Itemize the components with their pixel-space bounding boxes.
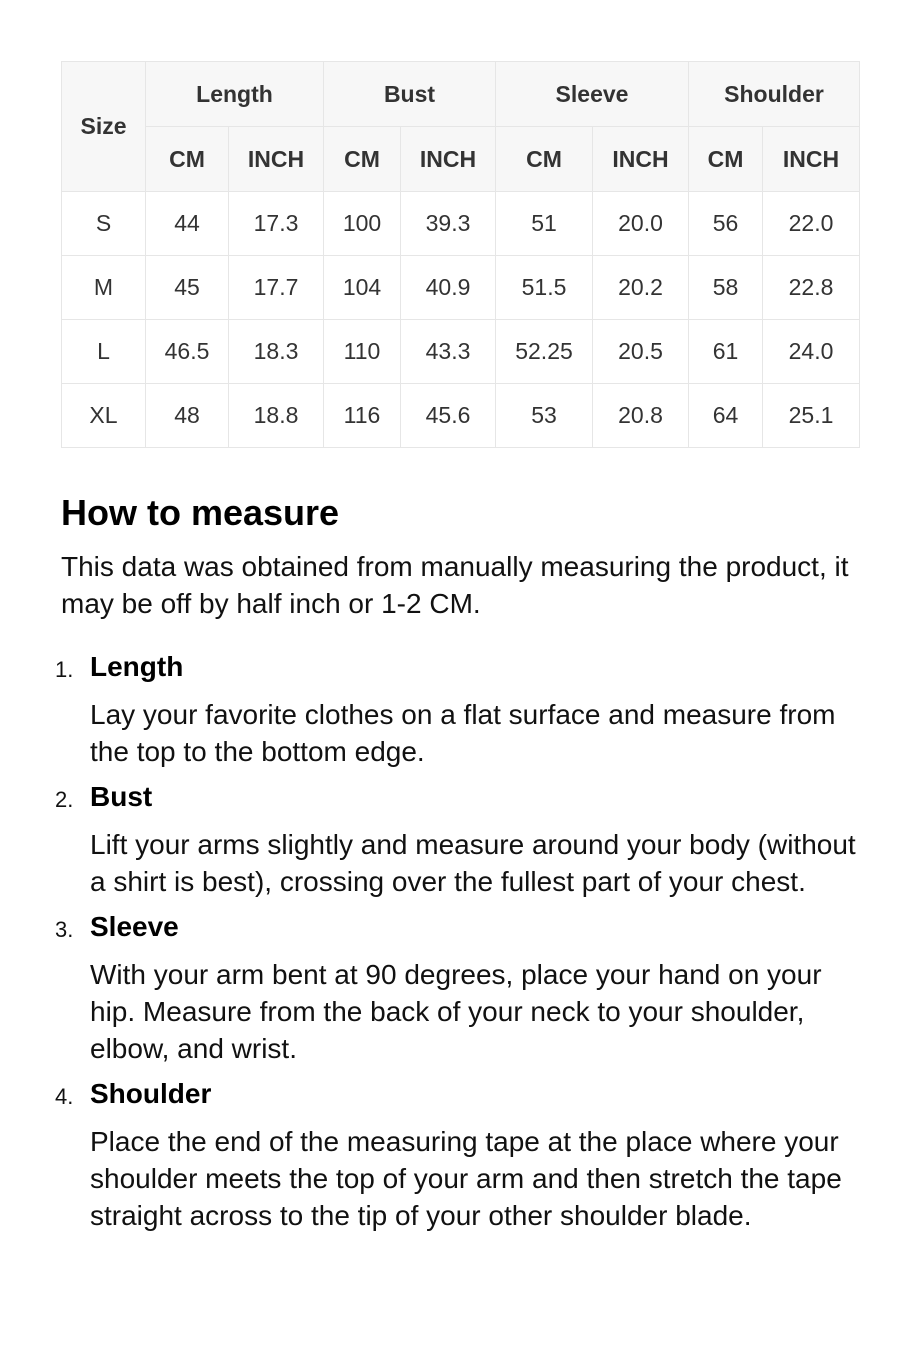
table-cell: 18.8 bbox=[229, 384, 324, 448]
table-cell: 46.5 bbox=[146, 320, 229, 384]
table-cell: 24.0 bbox=[763, 320, 860, 384]
unit-header: CM bbox=[496, 127, 593, 192]
shoulder-group-header: Shoulder bbox=[689, 62, 860, 127]
step-title: Sleeve bbox=[90, 911, 179, 942]
step-title: Length bbox=[90, 651, 184, 682]
list-item bbox=[55, 910, 861, 1067]
table-cell: 17.7 bbox=[229, 256, 324, 320]
intro-text: This data was obtained from manually measuring the product, it may be off by half inch or 1-2 CM. bbox=[61, 551, 849, 619]
list-item bbox=[55, 780, 861, 900]
size-cell: M bbox=[62, 256, 146, 320]
step-number: 4. bbox=[55, 1084, 74, 1109]
size-cell: XL bbox=[62, 384, 146, 448]
table-header-row-groups bbox=[62, 62, 860, 127]
table-cell: 20.5 bbox=[593, 320, 689, 384]
table-row bbox=[62, 384, 860, 448]
size-table bbox=[61, 61, 860, 448]
size-cell: L bbox=[62, 320, 146, 384]
table-cell: 61 bbox=[689, 320, 763, 384]
unit-header: INCH bbox=[763, 127, 860, 192]
table-row bbox=[62, 320, 860, 384]
table-row bbox=[62, 256, 860, 320]
length-group-header: Length bbox=[146, 62, 324, 127]
section-title: How to measure bbox=[61, 492, 340, 533]
unit-header: INCH bbox=[401, 127, 496, 192]
how-to-measure-section bbox=[55, 490, 861, 1244]
unit-header: CM bbox=[324, 127, 401, 192]
table-cell: 45 bbox=[146, 256, 229, 320]
table-cell: 25.1 bbox=[763, 384, 860, 448]
step-description: Lay your favorite clothes on a flat surface and measure from the top to the bottom edge. bbox=[90, 699, 836, 767]
table-cell: 20.2 bbox=[593, 256, 689, 320]
table-cell: 48 bbox=[146, 384, 229, 448]
table-cell: 40.9 bbox=[401, 256, 496, 320]
table-cell: 20.8 bbox=[593, 384, 689, 448]
size-cell: S bbox=[62, 192, 146, 256]
table-cell: 104 bbox=[324, 256, 401, 320]
unit-header: CM bbox=[689, 127, 763, 192]
list-item bbox=[55, 650, 861, 770]
step-title: Bust bbox=[90, 781, 153, 812]
table-cell: 51 bbox=[496, 192, 593, 256]
table-cell: 52.25 bbox=[496, 320, 593, 384]
table-cell: 56 bbox=[689, 192, 763, 256]
step-number: 1. bbox=[55, 657, 74, 682]
table-cell: 20.0 bbox=[593, 192, 689, 256]
size-column-header: Size bbox=[62, 62, 146, 192]
table-cell: 116 bbox=[324, 384, 401, 448]
table-cell: 45.6 bbox=[401, 384, 496, 448]
table-cell: 22.0 bbox=[763, 192, 860, 256]
table-header-row-units bbox=[62, 127, 860, 192]
unit-header: INCH bbox=[593, 127, 689, 192]
step-title: Shoulder bbox=[90, 1078, 212, 1109]
list-item bbox=[55, 1077, 861, 1234]
table-cell: 64 bbox=[689, 384, 763, 448]
table-row bbox=[62, 192, 860, 256]
bust-group-header: Bust bbox=[324, 62, 496, 127]
table-cell: 22.8 bbox=[763, 256, 860, 320]
step-number: 2. bbox=[55, 787, 74, 812]
step-description: Lift your arms slightly and measure around your body (without a shirt is best), crossing over the fullest part of your chest. bbox=[90, 829, 856, 897]
table-cell: 100 bbox=[324, 192, 401, 256]
table-cell: 17.3 bbox=[229, 192, 324, 256]
unit-header: CM bbox=[146, 127, 229, 192]
table-cell: 110 bbox=[324, 320, 401, 384]
step-number: 3. bbox=[55, 917, 74, 942]
measure-steps-list bbox=[55, 650, 861, 1234]
table-cell: 58 bbox=[689, 256, 763, 320]
table-cell: 39.3 bbox=[401, 192, 496, 256]
sleeve-group-header: Sleeve bbox=[496, 62, 689, 127]
table-cell: 43.3 bbox=[401, 320, 496, 384]
step-description: Place the end of the measuring tape at the place where your shoulder meets the top of your arm and then stretch the tape straight across to the tip of your other shoulder blade. bbox=[90, 1126, 842, 1231]
table-cell: 44 bbox=[146, 192, 229, 256]
table-cell: 18.3 bbox=[229, 320, 324, 384]
step-description: With your arm bent at 90 degrees, place your hand on your hip. Measure from the back of your neck to your shoulder, elbow, and wrist. bbox=[90, 959, 822, 1064]
table-cell: 53 bbox=[496, 384, 593, 448]
unit-header: INCH bbox=[229, 127, 324, 192]
table-cell: 51.5 bbox=[496, 256, 593, 320]
